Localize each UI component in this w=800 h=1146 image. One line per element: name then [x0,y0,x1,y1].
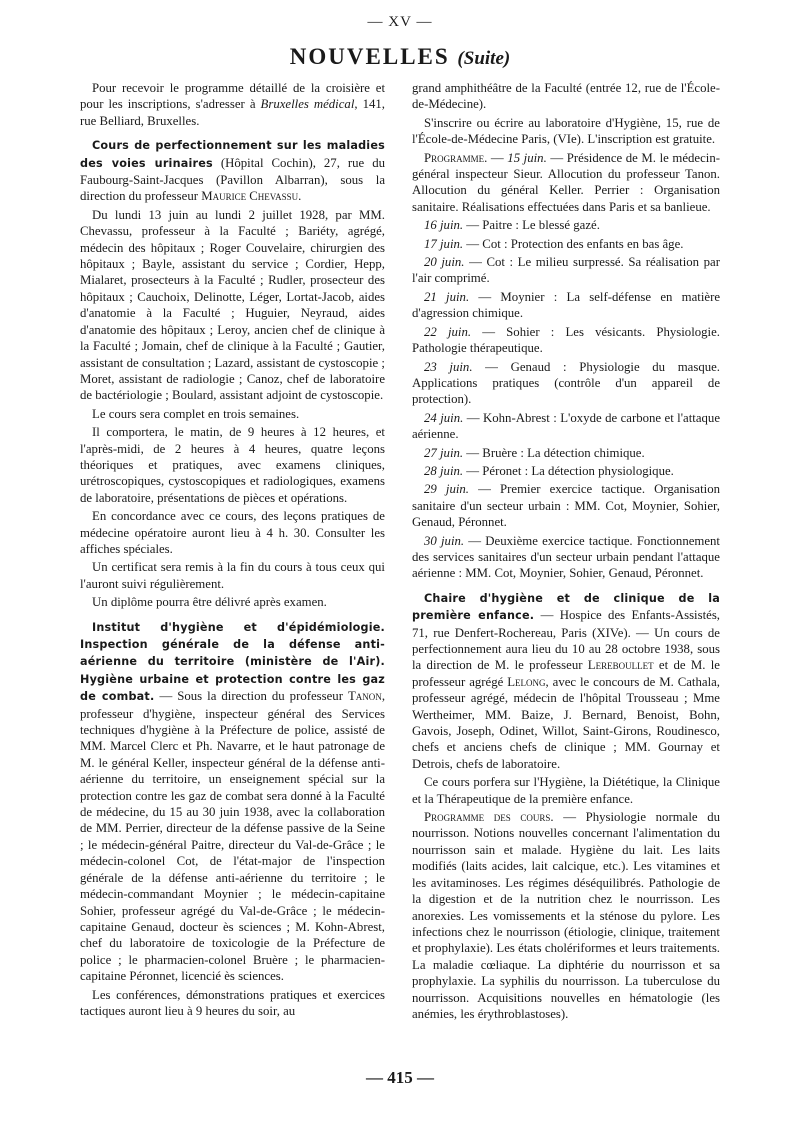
bold-heading: Cours de perfectionnement sur les maladies des voies urinaires [80,139,385,170]
page-title [0,44,800,70]
urology-course-heading [80,137,385,205]
text: . [298,189,302,204]
course-topics: Ce cours porfera sur l'Hygiène, la Diététique, la Clinique et la Thérapeutique de la première enfance. [412,775,720,806]
bold-heading: Institut d'hygiène et d'épidémiologie. Inspection générale de la défense anti-aérienne du territoire (ministère de l'Air). Hygiène urbaine et protection contre les gaz de combat. [80,620,385,704]
text: (Hôpital Cochin), 27, rue du Faubourg-Saint-Jacques (Pavillon Albarran), sous la direction du professeur [80,155,386,204]
professor-name: Maurice Chevassu [201,189,299,204]
schedule-text: — Premier exercice tactique. Organisation sanitaire d'un secteur urbain : MM. Cot, Moynier, Sohier, Genaud, Péronnet. [412,482,720,530]
schedule-text: — Cot : Le milieu surpressé. Sa réalisation par l'air comprimé. [412,255,720,286]
roman-page-number: — XV — [367,14,433,30]
schedule-date: 21 juin. [424,289,470,304]
schedule-date: 20 juin. [424,255,465,270]
schedule-date: 28 juin. [424,463,464,478]
program-label: Programme. [424,150,488,165]
hygiene-institute-paragraph [80,619,385,985]
professor-name: Lereboullet [587,658,654,673]
schedule-date: 17 juin. [424,236,464,251]
schedule-date: 22 juin. [424,324,472,339]
text: — Sous la direction du professeur [154,689,348,704]
program-label: Programme des cours. [424,810,554,825]
text: et de M. le professeur agrégé [412,658,720,689]
schedule-list [412,217,720,582]
professor-name: Tanon [347,689,382,704]
schedule-item [412,324,720,357]
text: — Présidence de M. le médecin-général inspecteur Sieur. Allocution du professeur Tanon. Allocution du général Keller. Perrier : Organisation sanitaire. Réalisations effectuées dans Paris et sa banlieue. [412,150,721,214]
schedule-text: — Cot : Protection des enfants en bas âge. [463,236,684,251]
schedule-item [412,410,720,443]
schedule-date: 30 juin. [424,533,465,548]
schedule-text: — Péronet : La détection physiologique. [463,463,674,478]
text: , avec le concours de M. Cathala, professeur agrégé, médecin de l'hôpital Trousseau ; Mme Wertheimer, MM. Baize, J. Bernard, Benoist, Bohn, Gavois, Joseph, Odinet, Willot, Saint-Girons, Roudinesco, chefs et anciens chefs de clinique ; MM. Gournay et Detrois, chefs de laboratoire. [412,674,720,771]
schedule-item [412,445,720,461]
bold-heading: Chaire d'hygiène et de clinique de la première enfance. [412,591,720,623]
schedule-text: — Kohn-Abrest : L'oxyde de carbone et l'attaque aérienne. [412,410,720,442]
schedule-date: 24 juin. [424,410,464,425]
course-duration: Le cours sera complet en trois semaines. [92,406,300,421]
right-column [412,80,720,1024]
schedule-item [412,254,720,287]
page-number: — 415 — [366,1068,434,1087]
title-suffix: (Suite) [457,48,511,69]
schedule-item [412,217,720,233]
cruise-paragraph [80,80,385,129]
schedule-date: 15 juin. [507,150,547,165]
professor-name: Lelong [507,674,546,689]
text: , professeur d'hygiène, inspecteur général des Services techniques d'hygiène à la Préfecture de police, assisté de MM. Marcel Clerc et Ph. Navarre, et le haut patronage de M. le général Keller, inspecteur général de la défense anti-aérienne du territoire, un enseignement spécial sur la protection contre les gaz de combat sera donné à la Faculté de médecine, du 15 au 30 juin 1938, avec la collaboration de MM. Perrier, directeur de la défense passive de la Seine ; le médecin-général Paitre, directeur du Val-de-Grâce ; le médecin-colonel Cot, de l'état-major de l'inspection générale de la défense anti-aérienne du territoire ; le médecin-commandant Moynier ; le médecin-capitaine Sohier, professeur agrégé du Val-de-Grâce ; le médecin-capitaine Genaud, docteur ès sciences ; M. Kohn-Abrest, chef du laboratoire de toxicologie de la Préfecture de police ; le pharmacien-colonel Bruère ; le pharmacien-capitaine Péronnet, licencié ès sciences. [80,689,386,984]
schedule-text: — Moynier : La self-défense en matière d'agression chimique. [412,289,721,321]
text: — Hospice des Enfants-Assistés, 71, rue Denfert-Rochereau, Paris (XIVe). — Un cours de perfectionnement aura lieu du 10 au 28 octobre 1938, sous la direction de M. le professeur [412,608,721,673]
course-schedule: Il comportera, le matin, de 9 heures à 12 heures, et l'après-midi, de 2 heures à 4 heures, quatre leçons théoriques et pratiques, avec examens cliniques, urétroscopiques, cystoscopiques et radiologiques, examens de laboratoire, présentations de pièces et opérations. [80,425,385,505]
amphitheatre-continuation: grand amphithéâtre de la Faculté (entrée 12, rue de l'École-de-Médecine). [412,81,720,112]
schedule-text: — Genaud : Physiologie du masque. Applications pratiques (contrôle d'un appareil de protection). [412,359,720,407]
schedule-item [412,463,720,479]
program-intro: Programme. — 15 juin. — Présidence de M. le médecin-général inspecteur Sieur. Allocution du professeur Tanon. Allocution du général Keller. Perrier : Organisation sanitaire. Réalisations effectuées dans Paris et sa banlieue. [412,150,721,214]
journal-name: Bruxelles médical [260,97,355,112]
course-program [412,809,720,1022]
text: , 141, rue Belliard, Bruxelles. [80,97,385,128]
schedule-text: — Paitre : Le blessé gazé. [463,218,600,233]
registration-note: S'inscrire ou écrire au laboratoire d'Hygiène, 15, rue de l'École-de-Médecine Paris, (VIe). L'inscription est gratuite. [412,115,720,147]
schedule-item [412,289,720,322]
schedule-text: — Sohier : Les vésicants. Physiologie. Pathologie thérapeutique. [412,324,720,356]
schedule-text: — Deuxième exercice tactique. Fonctionnement des services sanitaires d'un secteur urbain pendant l'attaque aérienne : MM. Cot, Moynier, Sohier, Genaud, Péronnet. [412,533,720,581]
schedule-date: 23 juin. [424,359,473,374]
schedule-date: 16 juin. [424,218,464,233]
schedule-item [412,481,720,530]
urology-faculty-list: Du lundi 13 juin au lundi 2 juillet 1928, par MM. Chevassu, professeur à la Faculté ; Bariéty, agrégé, médecin des hôpitaux ; Roger Couvelaire, chirurgien des hôpitaux ; Bayle, assistant du service ; Cordier, Hepp, Mialaret, prosecteurs à la Faculté ; Rudler, prosecteur des hôpitaux ; Cauchoix, Delinotte, Léger, Lortat-Jacob, aides d'anatomie à la Faculté ; Huguier, Neyraud, aides d'anatomie des hôpitaux ; Leroy, ancien chef de clinique à la Faculté ; Jomain, chef de clinique à la Faculté ; Gautier, assistant de consultation ; Lazard, assistant de cystoscopie ; Moret, assistant de radiologie ; Canoz, chef de laboratoire de bactériologie ; Boulard, assistant adjoint de cystoscopie. [80,207,385,403]
schedule-date: 27 juin. [424,445,464,460]
text: Pour recevoir le programme détaillé de la croisière et pour les inscriptions, s'adresser à [80,81,385,112]
infant-hygiene-paragraph [412,590,720,772]
schedule-text: — Bruère : La détection chimique. [463,445,645,460]
conference-note: Les conférences, démonstrations pratiques et exercices tactiques auront lieu à 9 heures du soir, au [80,987,385,1018]
schedule-date: 29 juin. [424,482,470,497]
schedule-item [412,359,720,408]
schedule-item [412,533,720,582]
title-main: NOUVELLES [289,44,450,69]
diploma-note: Un diplôme pourra être délivré après examen. [92,595,327,610]
schedule-item [412,236,720,252]
text: — Physiologie normale du nourrisson. Notions nouvelles concernant l'alimentation du nourrisson sain et malade. Hygiène du lait. Les laits modifiés (laits acides, lait calcique, etc.). Les vitamines et les avitaminoses. Les régimes déséquilibrés. Pathologie de la digestion et de la nutrition chez le nourrisson. Les anorexies. Les vomissements et la sténose du pylore. Les infections chez le nourrisson (étiologie, clinique, traitement et prophylaxie). Les états cholériformes et leurs traitements. La maladie cœliaque. La diphtérie du nourrisson et sa prophylaxie. La syphilis du nourrisson. La tuberculose du nourrisson. Acquisitions nouvelles en hématologie (les anémies, les érythroblastoses). [412,810,720,1021]
left-column [80,80,385,1021]
operative-lessons: En concordance avec ce cours, des leçons pratiques de médecine opératoire auront lieu à 4 h. 30. Consulter les affiches spéciales. [80,509,385,556]
certificate-note: Un certificat sera remis à la fin du cours à tous ceux qui l'auront suivi régulièrement. [80,560,385,591]
